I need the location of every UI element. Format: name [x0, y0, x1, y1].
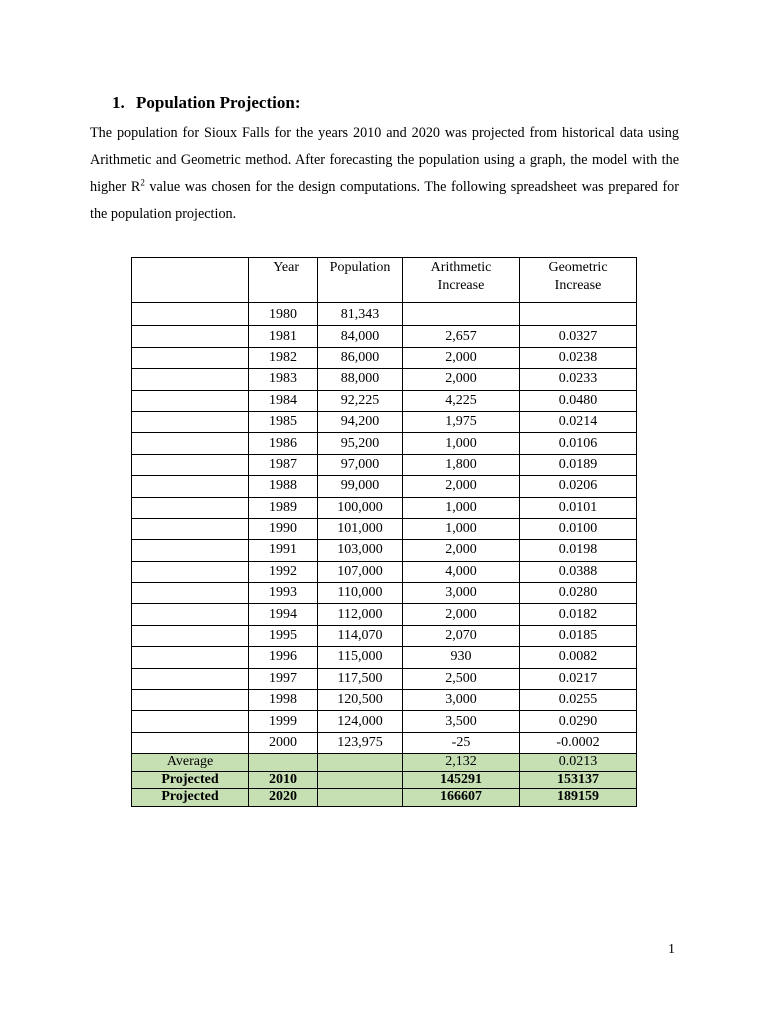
population-cell: 99,000: [318, 476, 403, 497]
year-cell: 1986: [249, 433, 318, 454]
arithmetic-increase-cell: 1,800: [403, 454, 520, 475]
summary-label-cell: Average: [132, 754, 249, 772]
population-cell: 81,343: [318, 303, 403, 326]
row-label-cell: [132, 668, 249, 689]
geometric-increase-cell: 0.0101: [520, 497, 637, 518]
row-label-cell: [132, 497, 249, 518]
geometric-increase-cell: [520, 303, 637, 326]
table-row: [132, 369, 637, 390]
geometric-increase-cell: 0.0189: [520, 454, 637, 475]
projected-row: [132, 771, 637, 789]
arithmetic-increase-cell: 1,000: [403, 497, 520, 518]
summary-label-cell: Projected: [132, 789, 249, 807]
row-label-cell: [132, 347, 249, 368]
geometric-increase-cell: 0.0214: [520, 411, 637, 432]
population-cell: 100,000: [318, 497, 403, 518]
year-cell: 1981: [249, 326, 318, 347]
year-cell: 1983: [249, 369, 318, 390]
table-row: [132, 347, 637, 368]
r-squared-superscript: 2: [140, 177, 145, 188]
geometric-increase-cell: 153137: [520, 771, 637, 789]
year-cell: 1999: [249, 711, 318, 732]
table-row: [132, 476, 637, 497]
row-label-cell: [132, 326, 249, 347]
table-summary: [132, 754, 637, 807]
population-cell: 92,225: [318, 390, 403, 411]
row-label-cell: [132, 369, 249, 390]
row-label-cell: [132, 711, 249, 732]
row-label-cell: [132, 732, 249, 753]
geometric-increase-cell: 0.0290: [520, 711, 637, 732]
row-label-cell: [132, 690, 249, 711]
population-cell: 103,000: [318, 540, 403, 561]
table-row: [132, 690, 637, 711]
header-geometric-increase: Geometric Increase: [520, 258, 637, 303]
projected-row: [132, 789, 637, 807]
arithmetic-increase-cell: 3,000: [403, 690, 520, 711]
population-cell: 84,000: [318, 326, 403, 347]
year-cell: 1980: [249, 303, 318, 326]
row-label-cell: [132, 518, 249, 539]
arithmetic-increase-cell: 2,000: [403, 540, 520, 561]
population-cell: 97,000: [318, 454, 403, 475]
header-population: Population: [318, 258, 403, 303]
geometric-increase-cell: 0.0106: [520, 433, 637, 454]
page-number: 1: [668, 942, 675, 957]
arithmetic-increase-cell: 2,657: [403, 326, 520, 347]
year-cell: 1998: [249, 690, 318, 711]
arithmetic-increase-cell: 2,132: [403, 754, 520, 772]
year-cell: 1996: [249, 647, 318, 668]
row-label-cell: [132, 583, 249, 604]
arithmetic-increase-cell: 1,000: [403, 433, 520, 454]
population-cell: 114,070: [318, 625, 403, 646]
year-cell: 1994: [249, 604, 318, 625]
table-row: [132, 647, 637, 668]
table-row: [132, 454, 637, 475]
population-cell: 123,975: [318, 732, 403, 753]
summary-label-cell: Projected: [132, 771, 249, 789]
header-arithmetic-increase: Arithmetic Increase: [403, 258, 520, 303]
row-label-cell: [132, 454, 249, 475]
year-cell: 1995: [249, 625, 318, 646]
year-cell: 2000: [249, 732, 318, 753]
row-label-cell: [132, 540, 249, 561]
geometric-increase-cell: 0.0206: [520, 476, 637, 497]
population-cell: 94,200: [318, 411, 403, 432]
row-label-cell: [132, 411, 249, 432]
row-label-cell: [132, 303, 249, 326]
average-row: [132, 754, 637, 772]
year-cell: 1991: [249, 540, 318, 561]
arithmetic-increase-cell: 2,000: [403, 347, 520, 368]
section-heading: [112, 93, 300, 113]
year-cell: 2010: [249, 771, 318, 789]
geometric-increase-cell: 0.0327: [520, 326, 637, 347]
geometric-increase-cell: 0.0182: [520, 604, 637, 625]
population-cell: 88,000: [318, 369, 403, 390]
arithmetic-increase-cell: 145291: [403, 771, 520, 789]
population-cell: 107,000: [318, 561, 403, 582]
geometric-increase-cell: 0.0280: [520, 583, 637, 604]
geometric-increase-cell: 0.0198: [520, 540, 637, 561]
table-row: [132, 561, 637, 582]
year-cell: 1992: [249, 561, 318, 582]
arithmetic-increase-cell: [403, 303, 520, 326]
table-row: [132, 604, 637, 625]
arithmetic-increase-cell: -25: [403, 732, 520, 753]
table-row: [132, 518, 637, 539]
population-cell: 110,000: [318, 583, 403, 604]
table-row: [132, 540, 637, 561]
population-cell: [318, 789, 403, 807]
arithmetic-increase-cell: 2,000: [403, 476, 520, 497]
year-cell: 1984: [249, 390, 318, 411]
year-cell: 1993: [249, 583, 318, 604]
table-row: [132, 433, 637, 454]
arithmetic-increase-cell: 2,070: [403, 625, 520, 646]
geometric-increase-cell: 0.0082: [520, 647, 637, 668]
year-cell: [249, 754, 318, 772]
table-row: [132, 732, 637, 753]
section-title: Population Projection:: [136, 93, 301, 112]
row-label-cell: [132, 625, 249, 646]
table-row: [132, 668, 637, 689]
year-cell: 1997: [249, 668, 318, 689]
population-cell: 115,000: [318, 647, 403, 668]
year-cell: 1982: [249, 347, 318, 368]
arithmetic-increase-cell: 4,000: [403, 561, 520, 582]
table-row: [132, 390, 637, 411]
population-cell: 95,200: [318, 433, 403, 454]
row-label-cell: [132, 433, 249, 454]
population-cell: 124,000: [318, 711, 403, 732]
geometric-increase-cell: 0.0255: [520, 690, 637, 711]
year-cell: 1985: [249, 411, 318, 432]
population-cell: 101,000: [318, 518, 403, 539]
geometric-increase-cell: 0.0233: [520, 369, 637, 390]
population-cell: 120,500: [318, 690, 403, 711]
geometric-increase-cell: -0.0002: [520, 732, 637, 753]
header-year: Year: [249, 258, 318, 303]
population-table: [131, 257, 637, 807]
geometric-increase-cell: 0.0217: [520, 668, 637, 689]
year-cell: 1988: [249, 476, 318, 497]
row-label-cell: [132, 647, 249, 668]
year-cell: 1987: [249, 454, 318, 475]
arithmetic-increase-cell: 2,500: [403, 668, 520, 689]
geometric-increase-cell: 0.0480: [520, 390, 637, 411]
header-label: [132, 258, 249, 303]
arithmetic-increase-cell: 4,225: [403, 390, 520, 411]
arithmetic-increase-cell: 1,000: [403, 518, 520, 539]
intro-paragraph: [90, 120, 679, 228]
geometric-increase-cell: 0.0238: [520, 347, 637, 368]
population-cell: 112,000: [318, 604, 403, 625]
row-label-cell: [132, 561, 249, 582]
table-row: [132, 583, 637, 604]
paragraph-text-part1: The population for Sioux Falls for the years 2010 and 2020 was projected from historical data using Arithmetic and Geometric method. After forecasting the population using a graph, the model with the higher R: [90, 125, 679, 195]
table-row: [132, 711, 637, 732]
geometric-increase-cell: 0.0213: [520, 754, 637, 772]
arithmetic-increase-cell: 1,975: [403, 411, 520, 432]
population-cell: [318, 771, 403, 789]
section-number: 1.: [112, 93, 125, 112]
row-label-cell: [132, 390, 249, 411]
row-label-cell: [132, 604, 249, 625]
geometric-increase-cell: 189159: [520, 789, 637, 807]
population-cell: 86,000: [318, 347, 403, 368]
year-cell: 2020: [249, 789, 318, 807]
population-cell: 117,500: [318, 668, 403, 689]
geometric-increase-cell: 0.0388: [520, 561, 637, 582]
arithmetic-increase-cell: 2,000: [403, 369, 520, 390]
table-row: [132, 326, 637, 347]
arithmetic-increase-cell: 930: [403, 647, 520, 668]
arithmetic-increase-cell: 3,000: [403, 583, 520, 604]
arithmetic-increase-cell: 3,500: [403, 711, 520, 732]
table-row: [132, 303, 637, 326]
arithmetic-increase-cell: 166607: [403, 789, 520, 807]
geometric-increase-cell: 0.0100: [520, 518, 637, 539]
table-body: [132, 303, 637, 754]
paragraph-text-part2: value was chosen for the design computations. The following spreadsheet was prepared for the population projection.: [90, 179, 679, 222]
row-label-cell: [132, 476, 249, 497]
arithmetic-increase-cell: 2,000: [403, 604, 520, 625]
table-row: [132, 411, 637, 432]
table-row: [132, 625, 637, 646]
population-cell: [318, 754, 403, 772]
table-header-row: [132, 258, 637, 303]
table-row: [132, 497, 637, 518]
year-cell: 1989: [249, 497, 318, 518]
geometric-increase-cell: 0.0185: [520, 625, 637, 646]
year-cell: 1990: [249, 518, 318, 539]
